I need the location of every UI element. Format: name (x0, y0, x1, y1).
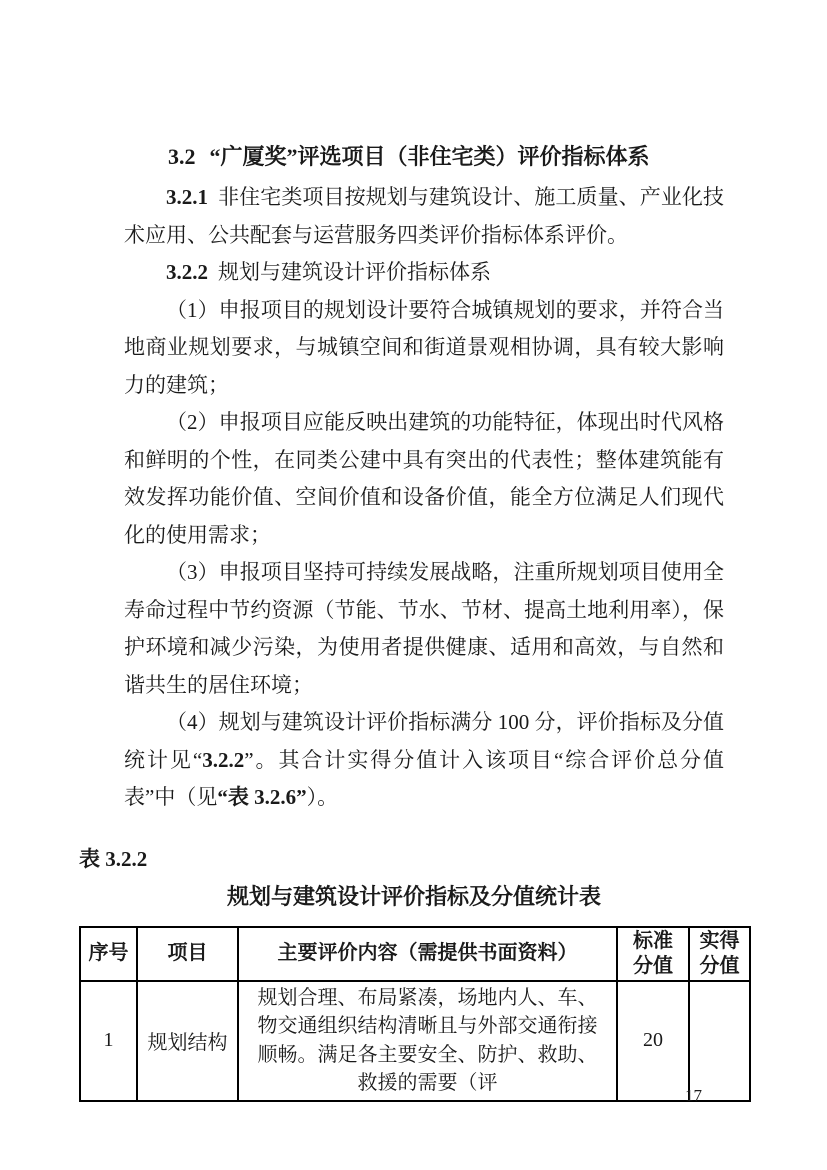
table-caption: 表 3.2.2 (79, 846, 148, 871)
list-item-4-mid: ”。其合计实得分值计入该项目“综合评价总分值表”中（见 (124, 747, 724, 809)
table-title: 规划与建筑设计评价指标及分值统计表 (226, 883, 601, 909)
table-header-row (80, 927, 750, 981)
paragraph-3-2-2-number: 3.2.2 (166, 260, 208, 284)
paragraph-3-2-1-text: 非住宅类项目按规划与建筑设计、施工质量、产业化技术应用、公共配套与运营服务四类评价指标体系评价。 (124, 185, 724, 247)
table-reference-326: “表 3.2.6” (217, 785, 307, 809)
list-item-3: （3）申报项目坚持可持续发展战略，注重所规划项目使用全寿命过程中节约资源（节能、节水、节材、提高土地利用率），保护环境和减少污染，为使用者提供健康、适用和高效，与自然和谐共生的居住环境； (124, 560, 724, 697)
header-evaluation-content: 主要评价内容（需提供书面资料） (238, 927, 617, 981)
paragraph-3-2-1 (124, 179, 724, 254)
table-row (80, 981, 750, 1101)
paragraph-3-2-1-number: 3.2.1 (166, 185, 208, 209)
cell-serial-number: 1 (80, 981, 137, 1101)
paragraph-3-2-2-text: 规划与建筑设计评价指标体系 (218, 260, 491, 284)
section-heading-number: 3.2 (168, 144, 196, 169)
header-standard-score: 标准分值 (617, 927, 689, 981)
list-item-4-post: ）。 (306, 785, 339, 809)
cell-evaluation-content: 规划合理、布局紧凑，场地内人、车、物交通组织结构清晰且与外部交通衔接顺畅。满足各主要安全、防护、救助、救援的需要（评 (238, 981, 617, 1101)
list-item-1: （1）申报项目的规划设计要符合城镇规划的要求，并符合当地商业规划要求，与城镇空间和街道景观相协调，具有较大影响力的建筑； (124, 297, 724, 397)
header-actual-score: 实得分值 (689, 927, 750, 981)
page-number: 17 (685, 1086, 702, 1105)
section-heading (124, 137, 724, 177)
cell-standard-score: 20 (617, 981, 689, 1101)
header-project: 项目 (137, 927, 238, 981)
cell-project: 规划结构 (137, 981, 238, 1101)
section-heading-title: “广厦奖”评选项目（非住宅类）评价指标体系 (209, 144, 650, 169)
list-item-4-pre: （4）规划与建筑设计评价指标满分 100 分，评价指标及分值统计见“ (124, 710, 724, 772)
list-item-2: （2）申报项目应能反映出建筑的功能特征，体现出时代风格和鲜明的个性，在同类公建中具有突出的代表性；整体建筑能有效发挥功能价值、空间价值和设备价值，能全方位满足人们现代化的使用需求； (124, 410, 724, 547)
paragraph-3-2-2 (124, 254, 724, 292)
table-reference-322: 3.2.2 (202, 747, 245, 772)
header-serial-number: 序号 (80, 927, 137, 981)
score-table (79, 926, 751, 1102)
document-content (79, 137, 740, 1102)
cell-actual-score (689, 981, 750, 1101)
list-item-4 (124, 704, 724, 817)
